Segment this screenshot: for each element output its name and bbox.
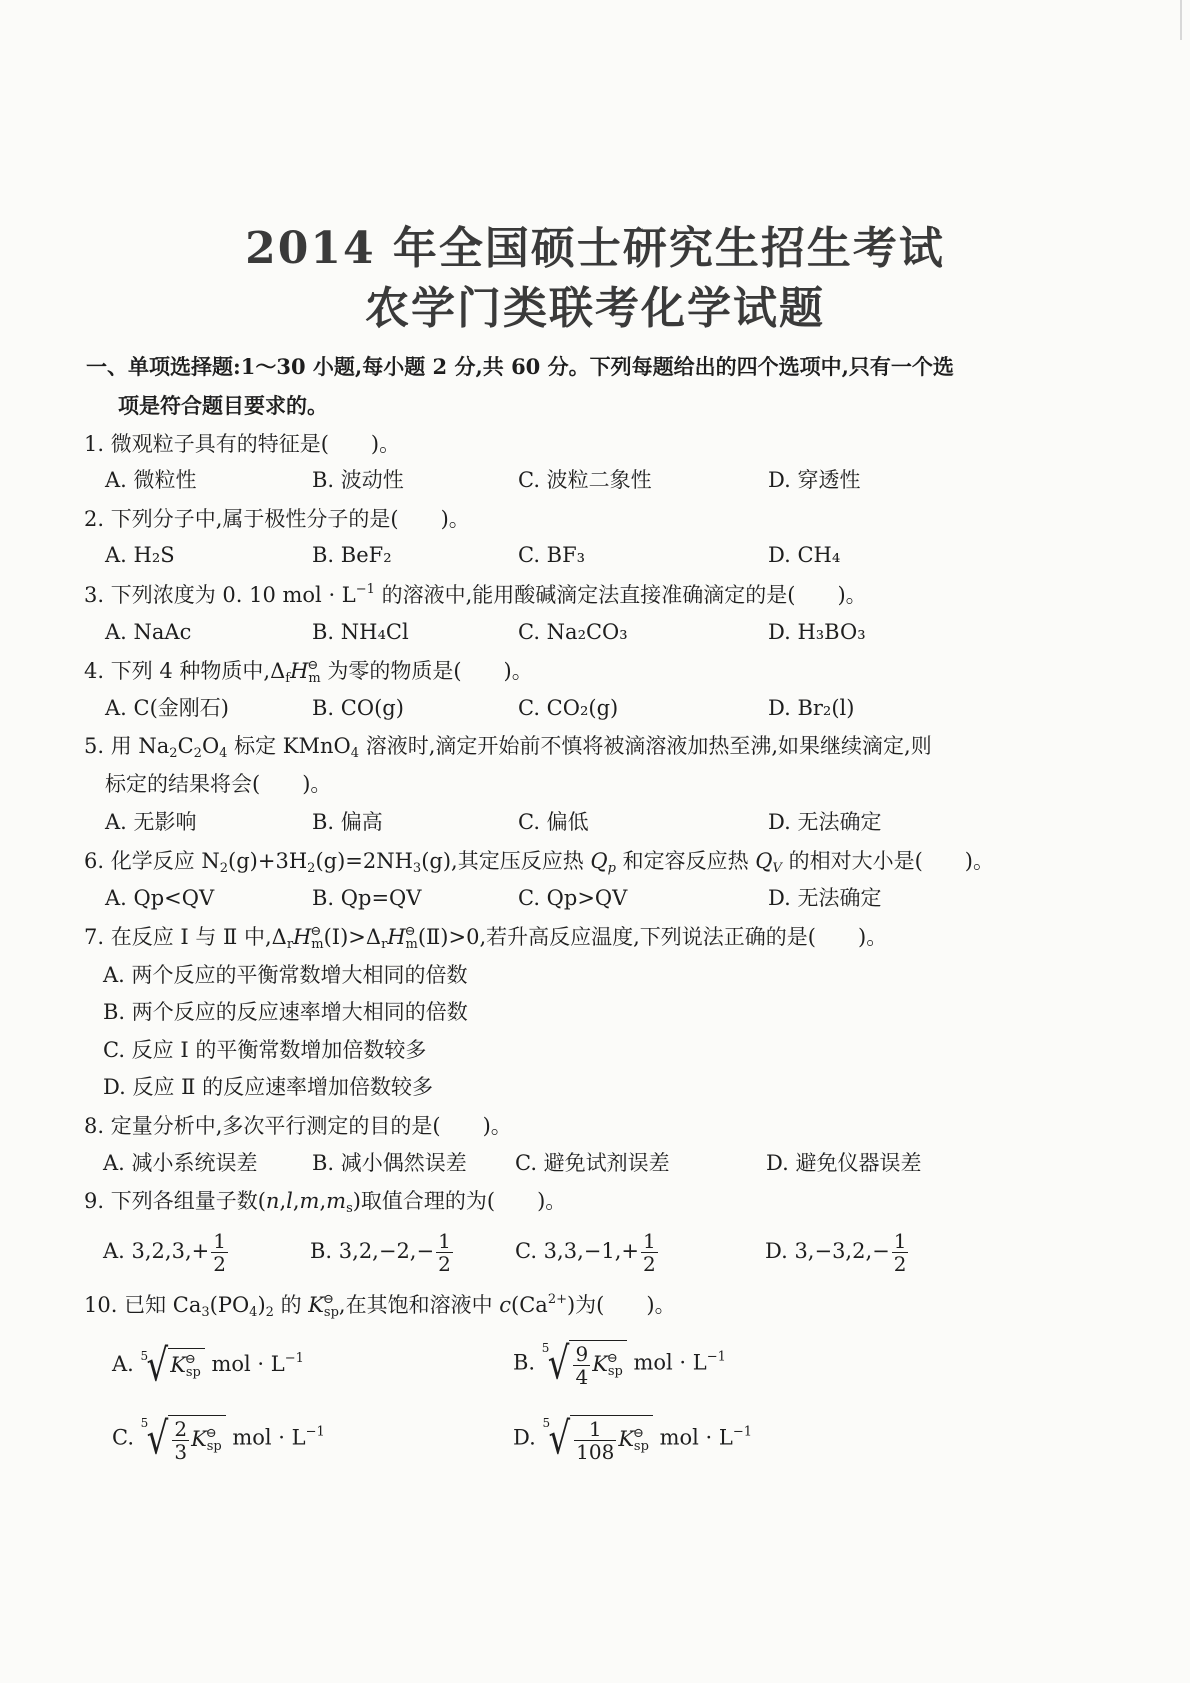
question-9-option-d: D. 3,−3,2,− $\frac{1}{2}$ (765, 1229, 907, 1276)
question-1-option-d: D. 穿透性 (768, 468, 861, 492)
question-9-option-b: B. 3,2,−2,− $\frac{1}{2}$ (310, 1229, 451, 1276)
question-2-option-c: C. BF₃ (518, 543, 586, 567)
question-7-option-c: C. 反应 Ⅰ 的平衡常数增加倍数较多 (103, 1038, 427, 1062)
question-9-option-a: A. 3,2,3,+ $\frac{1}{2}$ (103, 1229, 226, 1276)
question-8-stem: 8. 定量分析中,多次平行测定的目的是( )。 (84, 1114, 512, 1138)
question-1-option-c: C. 波粒二象性 (518, 468, 652, 492)
question-5-option-d: D. 无法确定 (768, 810, 882, 834)
question-2-option-a: A. H₂S (105, 543, 175, 567)
question-6-option-b: B. Qp=QV (312, 886, 422, 910)
section-heading-line1: 一、单项选择题:1～30 小题,每小题 2 分,共 60 分。下列每题给出的四个选项中,只有一个选 (86, 354, 954, 379)
scan-edge (1180, 0, 1182, 40)
question-5-option-a: A. 无影响 (105, 810, 197, 834)
question-7-option-a: A. 两个反应的平衡常数增大相同的倍数 (103, 963, 468, 987)
page-title-line2: 农学门类联考化学试题 (365, 283, 825, 334)
question-4-option-b: B. CO(g) (312, 696, 404, 720)
question-3-option-b: B. NH₄Cl (312, 620, 409, 644)
question-10-option-d: D. 5 √ $\frac{1}{108}$ $K^⊖_{sp}$ mol · $L^{-1}$ (513, 1413, 753, 1465)
question-7-option-d: D. 反应 Ⅱ 的反应速率增加倍数较多 (103, 1075, 434, 1099)
question-1-option-a: A. 微粒性 (105, 468, 197, 492)
question-4-option-c: C. CO₂(g) (518, 696, 619, 720)
question-10-option-b: B. 5 √ $\frac{9}{4}$ $K^⊖_{sp}$ mol · $L^{-1}$ (513, 1338, 726, 1390)
question-7-stem: 7. 在反应 Ⅰ 与 Ⅱ 中$,\Delta_rH^⊖_m(Ⅰ)>\Delta_rH^⊖_m(Ⅱ)>0$,若升高反应温度,下列说法正确的是( )。 (84, 924, 888, 952)
question-8-option-c: C. 避免试剂误差 (515, 1151, 670, 1175)
question-3-stem: 3. 下列浓度为 0. 10 mol · $L^{-1}$ 的溶液中,能用酸碱滴定法直接准确滴定的是( )。 (84, 582, 867, 607)
question-5-stem-line2: 标定的结果将会( )。 (105, 772, 332, 796)
question-4-stem: 4. 下列 4 种物质中$,\Delta_fH^⊖_m$ 为零的物质是( )。 (84, 658, 533, 686)
question-7-option-b: B. 两个反应的反应速率增大相同的倍数 (103, 1000, 468, 1024)
page-title-line1: 2014 年全国硕士研究生招生考试 (245, 223, 945, 274)
question-6-option-a: A. Qp<QV (105, 886, 215, 910)
question-3-option-a: A. NaAc (105, 620, 192, 644)
question-6-stem: 6. 化学反应 $N_2(g)+3H_2(g)=2NH_3(g)$,其定压反应热 $Q_p$ 和定容反应热 $Q_V$ 的相对大小是( )。 (84, 849, 994, 876)
question-4-option-a: A. C(金刚石) (105, 696, 229, 720)
question-8-option-b: B. 减小偶然误差 (312, 1151, 467, 1175)
section-heading-line2: 项是符合题目要求的。 (118, 393, 328, 418)
question-1-option-b: B. 波动性 (312, 468, 404, 492)
question-6-option-c: C. Qp>QV (518, 886, 628, 910)
question-10-stem: 10. 已知 $Ca_3(PO_4)_2$ 的 $K^⊖_{sp}$,在其饱和溶液中 $c(Ca^{2+})$为( )。 (84, 1292, 676, 1320)
question-3-option-d: D. H₃BO₃ (768, 620, 866, 644)
question-10-option-a: A. 5 $√K^⊖_{sp}$ mol · $L^{-1}$ (112, 1339, 304, 1392)
question-8-option-a: A. 减小系统误差 (103, 1151, 258, 1175)
question-4-option-d: D. Br₂(l) (768, 696, 855, 720)
question-5-option-b: B. 偏高 (312, 810, 383, 834)
question-6-option-d: D. 无法确定 (768, 886, 882, 910)
question-3-option-c: C. Na₂CO₃ (518, 620, 628, 644)
question-5-stem-line1: 5. 用 $Na_2C_2O_4$ 标定 KMnO$_4$ 溶液时,滴定开始前不慎将被滴溶液加热至沸,如果继续滴定,则 (84, 734, 932, 761)
question-5-option-c: C. 偏低 (518, 810, 589, 834)
question-1-stem: 1. 微观粒子具有的特征是( )。 (84, 432, 401, 456)
question-9-stem: 9. 下列各组量子数$(n,l,m,m_s)$取值合理的为( )。 (84, 1189, 567, 1216)
question-9-option-c: C. 3,3,−1,+ $\frac{1}{2}$ (515, 1229, 656, 1276)
question-2-option-d: D. CH₄ (768, 543, 841, 567)
question-2-stem: 2. 下列分子中,属于极性分子的是( )。 (84, 507, 470, 531)
question-8-option-d: D. 避免仪器误差 (766, 1151, 922, 1175)
question-10-option-c: C. 5 √ $\frac{2}{3}$ $K^⊖_{sp}$ mol · $L^{-1}$ (112, 1413, 325, 1465)
question-2-option-b: B. BeF₂ (312, 543, 392, 567)
